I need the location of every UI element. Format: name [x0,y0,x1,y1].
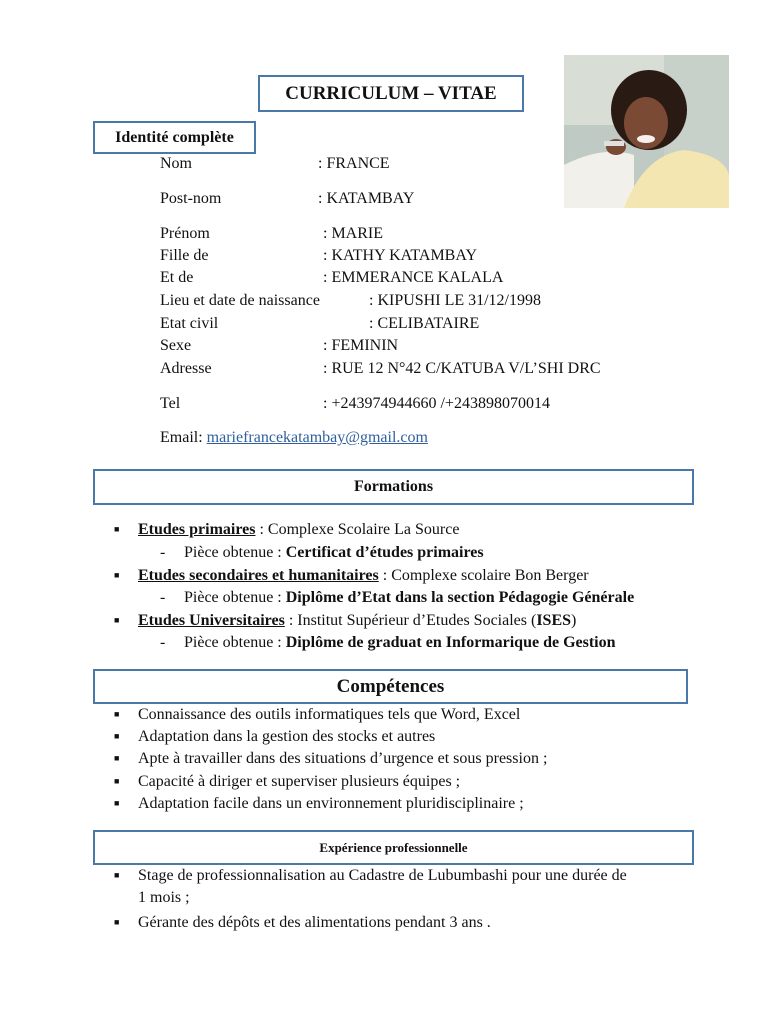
formation-item [138,521,459,539]
bullet-square-icon: ■ [114,917,120,927]
piece-label: Pièce obtenue : [184,544,286,561]
bullet-square-icon: ■ [114,570,120,580]
competence-item: Apte à travailler dans des situations d’urgence et sous pression ; [138,750,548,767]
field-value-fille-de: : KATHY KATAMBAY [323,247,477,264]
formation-school: : Institut Supérieur d’Etudes Sociales ( [284,612,537,629]
formation-item [138,612,576,630]
dash-icon: - [160,634,166,651]
bullet-square-icon: ■ [114,615,120,625]
competences-heading: Compétences [93,669,688,704]
field-value-naissance: : KIPUSHI LE 31/12/1998 [369,292,541,309]
field-value-nom: : FRANCE [318,155,390,172]
bullet-square-icon: ■ [114,776,120,786]
experience-item: Gérante des dépôts et des alimentations pendant 3 ans . [138,914,491,931]
bullet-square-icon: ■ [114,731,120,741]
field-label-fille-de: Fille de [160,247,209,264]
formation-school-acronym: ISES [536,612,572,629]
formation-level: Etudes primaires [138,521,256,538]
experience-heading: Expérience professionnelle [93,830,694,865]
cv-title: CURRICULUM – VITAE [258,75,524,112]
field-label-adresse: Adresse [160,360,212,377]
formation-piece [184,634,616,652]
email-row [160,429,428,447]
field-label-tel: Tel [160,395,181,412]
bullet-square-icon: ■ [114,709,120,719]
email-label: Email: [160,429,203,446]
field-label-postnom: Post-nom [160,190,222,207]
field-value-postnom: : KATAMBAY [318,190,415,207]
bullet-square-icon: ■ [114,798,120,808]
email-link[interactable]: mariefrancekatambay@gmail.com [206,429,428,446]
field-value-tel: : +243974944660 /+243898070014 [323,395,550,412]
field-label-et-de: Et de [160,269,194,286]
field-value-etat-civil: : CELIBATAIRE [369,315,480,332]
field-label-sexe: Sexe [160,337,192,354]
field-value-et-de: : EMMERANCE KALALA [323,269,504,286]
dash-icon: - [160,589,166,606]
competence-item: Connaissance des outils informatiques tels que Word, Excel [138,706,521,723]
formations-heading: Formations [93,469,694,505]
formation-piece [184,589,634,607]
piece-label: Pièce obtenue : [184,589,286,606]
piece-value: Certificat d’études primaires [285,544,484,561]
piece-value: Diplôme d’Etat dans la section Pédagogie Générale [285,589,635,606]
formation-level: Etudes secondaires et humanitaires [138,567,379,584]
field-value-sexe: : FEMININ [323,337,399,354]
formation-school-end: ) [571,612,577,629]
experience-item-continued: 1 mois ; [138,889,190,906]
identite-heading: Identité complète [93,121,256,154]
competence-item: Adaptation dans la gestion des stocks et autres [138,728,436,745]
field-value-adresse: : RUE 12 N°42 C/KATUBA V/L’SHI DRC [323,360,601,377]
field-label-nom: Nom [160,155,192,172]
competence-item: Capacité à diriger et superviser plusieurs équipes ; [138,773,461,790]
dash-icon: - [160,544,166,561]
formation-school: : Complexe Scolaire La Source [255,521,460,538]
field-value-prenom: : MARIE [323,225,383,242]
bullet-square-icon: ■ [114,870,120,880]
piece-label: Pièce obtenue : [184,634,286,651]
piece-value: Diplôme de graduat en Informarique de Gestion [285,634,616,651]
experience-item: Stage de professionnalisation au Cadastre de Lubumbashi pour une durée de [138,867,627,884]
field-label-naissance: Lieu et date de naissance [160,292,320,309]
formation-item [138,567,589,585]
formation-piece [184,544,484,562]
formation-level: Etudes Universitaires [138,612,285,629]
bullet-square-icon: ■ [114,753,120,763]
field-label-etat-civil: Etat civil [160,315,219,332]
profile-photo [564,55,729,208]
formation-school: : Complexe scolaire Bon Berger [378,567,589,584]
field-label-prenom: Prénom [160,225,210,242]
bullet-square-icon: ■ [114,524,120,534]
competence-item: Adaptation facile dans un environnement pluridisciplinaire ; [138,795,524,812]
